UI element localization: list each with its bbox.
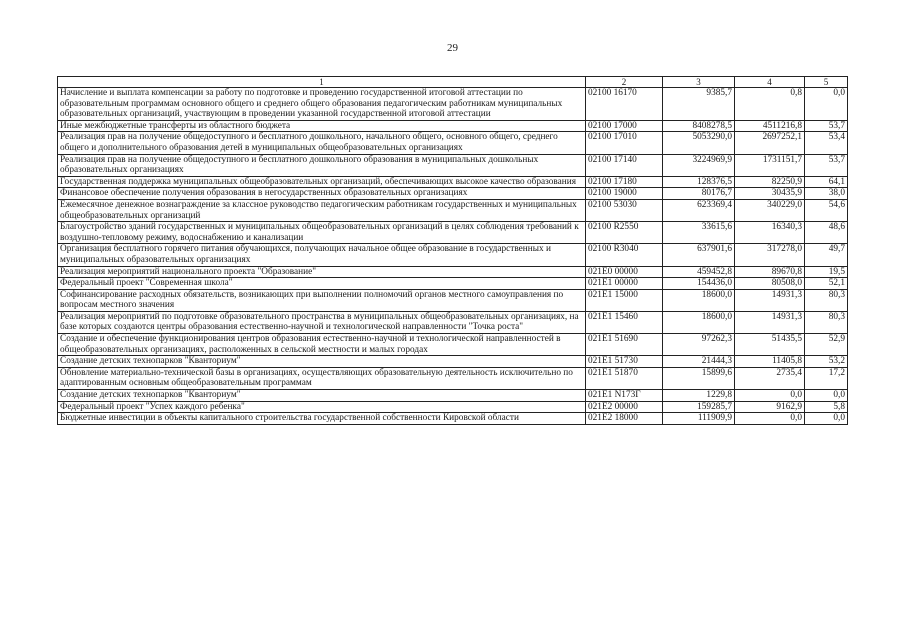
table-body — [58, 88, 848, 425]
table-row — [58, 401, 848, 413]
budget-table — [57, 76, 848, 425]
column-header: 1 — [58, 77, 586, 88]
item-name-cell: Иные межбюджетные трансферты из областного бюджета — [58, 120, 586, 132]
planned-amount-cell: 5053290,0 — [663, 132, 735, 154]
executed-amount-cell: 11405,8 — [735, 356, 805, 368]
item-name-cell: Федеральный проект "Успех каждого ребенка" — [58, 401, 586, 413]
planned-amount-cell: 623369,4 — [663, 199, 735, 221]
execution-percent-cell: 80,3 — [805, 311, 848, 333]
planned-amount-cell: 9385,7 — [663, 88, 735, 121]
planned-amount-cell: 80176,7 — [663, 188, 735, 200]
item-name-cell: Реализация прав на получение общедоступного и бесплатного дошкольного образования в муниципальных дошкольных образовательных организациях — [58, 154, 586, 176]
table-row — [58, 390, 848, 402]
executed-amount-cell: 30435,9 — [735, 188, 805, 200]
column-header: 4 — [735, 77, 805, 88]
planned-amount-cell: 111909,9 — [663, 413, 735, 425]
planned-amount-cell: 33615,6 — [663, 222, 735, 244]
executed-amount-cell: 0,8 — [735, 88, 805, 121]
budget-code-cell: 02100 17000 — [586, 120, 663, 132]
execution-percent-cell: 0,0 — [805, 413, 848, 425]
item-name-cell: Начисление и выплата компенсации за работу по подготовке и проведению государственной итоговой аттестации по образовательным программам основного общего и среднего общего образования педагогическим работникам муниципальных образовательных организаций, участвующим в проведении указанной государственной итоговой аттестации — [58, 88, 586, 121]
table-row — [58, 132, 848, 154]
planned-amount-cell: 1229,8 — [663, 390, 735, 402]
executed-amount-cell: 0,0 — [735, 413, 805, 425]
planned-amount-cell: 159285,7 — [663, 401, 735, 413]
executed-amount-cell: 1731151,7 — [735, 154, 805, 176]
budget-code-cell: 02100 53030 — [586, 199, 663, 221]
execution-percent-cell: 49,7 — [805, 244, 848, 266]
budget-code-cell: 02100 17010 — [586, 132, 663, 154]
column-header: 2 — [586, 77, 663, 88]
execution-percent-cell: 54,6 — [805, 199, 848, 221]
table-row — [58, 199, 848, 221]
execution-percent-cell: 53,2 — [805, 356, 848, 368]
planned-amount-cell: 8408278,5 — [663, 120, 735, 132]
execution-percent-cell: 0,0 — [805, 88, 848, 121]
planned-amount-cell: 154436,0 — [663, 278, 735, 290]
execution-percent-cell: 52,9 — [805, 334, 848, 356]
item-name-cell: Софинансирование расходных обязательств, возникающих при выполнении полномочий органов местного самоуправления по вопросам местного значения — [58, 289, 586, 311]
table-row — [58, 311, 848, 333]
page-number: 29 — [447, 42, 458, 54]
table-row — [58, 188, 848, 200]
column-header: 5 — [805, 77, 848, 88]
item-name-cell: Ежемесячное денежное вознаграждение за классное руководство педагогическим работникам государственных и муниципальных общеобразовательных организаций — [58, 199, 586, 221]
planned-amount-cell: 21444,3 — [663, 356, 735, 368]
budget-code-cell: 02100 17140 — [586, 154, 663, 176]
executed-amount-cell: 317278,0 — [735, 244, 805, 266]
execution-percent-cell: 5,8 — [805, 401, 848, 413]
executed-amount-cell: 82250,9 — [735, 176, 805, 188]
executed-amount-cell: 51435,5 — [735, 334, 805, 356]
execution-percent-cell: 19,5 — [805, 266, 848, 278]
budget-code-cell: 02100 16170 — [586, 88, 663, 121]
budget-code-cell: 021E0 00000 — [586, 266, 663, 278]
executed-amount-cell: 2735,4 — [735, 367, 805, 389]
planned-amount-cell: 3224969,9 — [663, 154, 735, 176]
item-name-cell: Государственная поддержка муниципальных общеобразовательных организаций, обеспечивающих высокое качество образования — [58, 176, 586, 188]
column-header: 3 — [663, 77, 735, 88]
execution-percent-cell: 0,0 — [805, 390, 848, 402]
item-name-cell: Создание и обеспечение функционирования центров образования естественно-научной и технологической направленностей в общеобразовательных организациях, расположенных в сельской местности и малых городах — [58, 334, 586, 356]
budget-code-cell: 021E1 51870 — [586, 367, 663, 389]
budget-code-cell: 021E1 51730 — [586, 356, 663, 368]
executed-amount-cell: 14931,3 — [735, 289, 805, 311]
table-row — [58, 334, 848, 356]
planned-amount-cell: 18600,0 — [663, 311, 735, 333]
item-name-cell: Бюджетные инвестиции в объекты капитального строительства государственной собственности Кировской области — [58, 413, 586, 425]
execution-percent-cell: 53,4 — [805, 132, 848, 154]
budget-code-cell: 02100 17180 — [586, 176, 663, 188]
budget-code-cell: 021E1 51690 — [586, 334, 663, 356]
budget-code-cell: 02100 R3040 — [586, 244, 663, 266]
table-row — [58, 120, 848, 132]
table-row — [58, 367, 848, 389]
budget-code-cell: 02100 19000 — [586, 188, 663, 200]
planned-amount-cell: 18600,0 — [663, 289, 735, 311]
table-row — [58, 413, 848, 425]
table-row — [58, 222, 848, 244]
table-header-row — [58, 77, 848, 88]
execution-percent-cell: 52,1 — [805, 278, 848, 290]
execution-percent-cell: 48,6 — [805, 222, 848, 244]
planned-amount-cell: 15899,6 — [663, 367, 735, 389]
item-name-cell: Благоустройство зданий государственных и муниципальных общеобразовательных организаций в целях соблюдения требований к воздушно-тепловому режиму, водоснабжению и канализации — [58, 222, 586, 244]
planned-amount-cell: 128376,5 — [663, 176, 735, 188]
budget-code-cell: 021E1 15000 — [586, 289, 663, 311]
budget-code-cell: 021E1 15460 — [586, 311, 663, 333]
item-name-cell: Реализация мероприятий по подготовке образовательного пространства в муниципальных общеобразовательных организациях, на базе которых создаются центры образования естественно-научной и технологической направленности "Точка роста" — [58, 311, 586, 333]
execution-percent-cell: 17,2 — [805, 367, 848, 389]
planned-amount-cell: 459452,8 — [663, 266, 735, 278]
budget-code-cell: 021E1 00000 — [586, 278, 663, 290]
table-row — [58, 356, 848, 368]
table-row — [58, 154, 848, 176]
item-name-cell: Финансовое обеспечение получения образования в негосударственных образовательных организациях — [58, 188, 586, 200]
executed-amount-cell: 9162,9 — [735, 401, 805, 413]
item-name-cell: Реализация мероприятий национального проекта "Образование" — [58, 266, 586, 278]
executed-amount-cell: 14931,3 — [735, 311, 805, 333]
executed-amount-cell: 0,0 — [735, 390, 805, 402]
item-name-cell: Федеральный проект "Современная школа" — [58, 278, 586, 290]
budget-code-cell: 021E2 18000 — [586, 413, 663, 425]
planned-amount-cell: 637901,6 — [663, 244, 735, 266]
executed-amount-cell: 340229,0 — [735, 199, 805, 221]
execution-percent-cell: 53,7 — [805, 154, 848, 176]
table-row — [58, 244, 848, 266]
execution-percent-cell: 38,0 — [805, 188, 848, 200]
table-row — [58, 289, 848, 311]
executed-amount-cell: 2697252,1 — [735, 132, 805, 154]
item-name-cell: Организация бесплатного горячего питания обучающихся, получающих начальное общее образование в государственных и муниципальных образовательных организациях — [58, 244, 586, 266]
executed-amount-cell: 16340,3 — [735, 222, 805, 244]
budget-code-cell: 02100 R2550 — [586, 222, 663, 244]
table-row — [58, 278, 848, 290]
item-name-cell: Обновление материально-технической базы в организациях, осуществляющих образовательную деятельность исключительно по адаптированным основным общеобразовательным программам — [58, 367, 586, 389]
execution-percent-cell: 80,3 — [805, 289, 848, 311]
planned-amount-cell: 97262,3 — [663, 334, 735, 356]
table-row — [58, 176, 848, 188]
budget-code-cell: 021E2 00000 — [586, 401, 663, 413]
executed-amount-cell: 89670,8 — [735, 266, 805, 278]
budget-code-cell: 021E1 N173Г — [586, 390, 663, 402]
execution-percent-cell: 53,7 — [805, 120, 848, 132]
table-row — [58, 266, 848, 278]
executed-amount-cell: 80508,0 — [735, 278, 805, 290]
item-name-cell: Создание детских технопарков "Кванториум" — [58, 356, 586, 368]
executed-amount-cell: 4511216,8 — [735, 120, 805, 132]
execution-percent-cell: 64,1 — [805, 176, 848, 188]
item-name-cell: Создание детских технопарков "Кванториум" — [58, 390, 586, 402]
item-name-cell: Реализация прав на получение общедоступного и бесплатного дошкольного, начального общего, основного общего, среднего общего и дополнительного образования детей в муниципальных общеобразовательных организациях — [58, 132, 586, 154]
table-row — [58, 88, 848, 121]
